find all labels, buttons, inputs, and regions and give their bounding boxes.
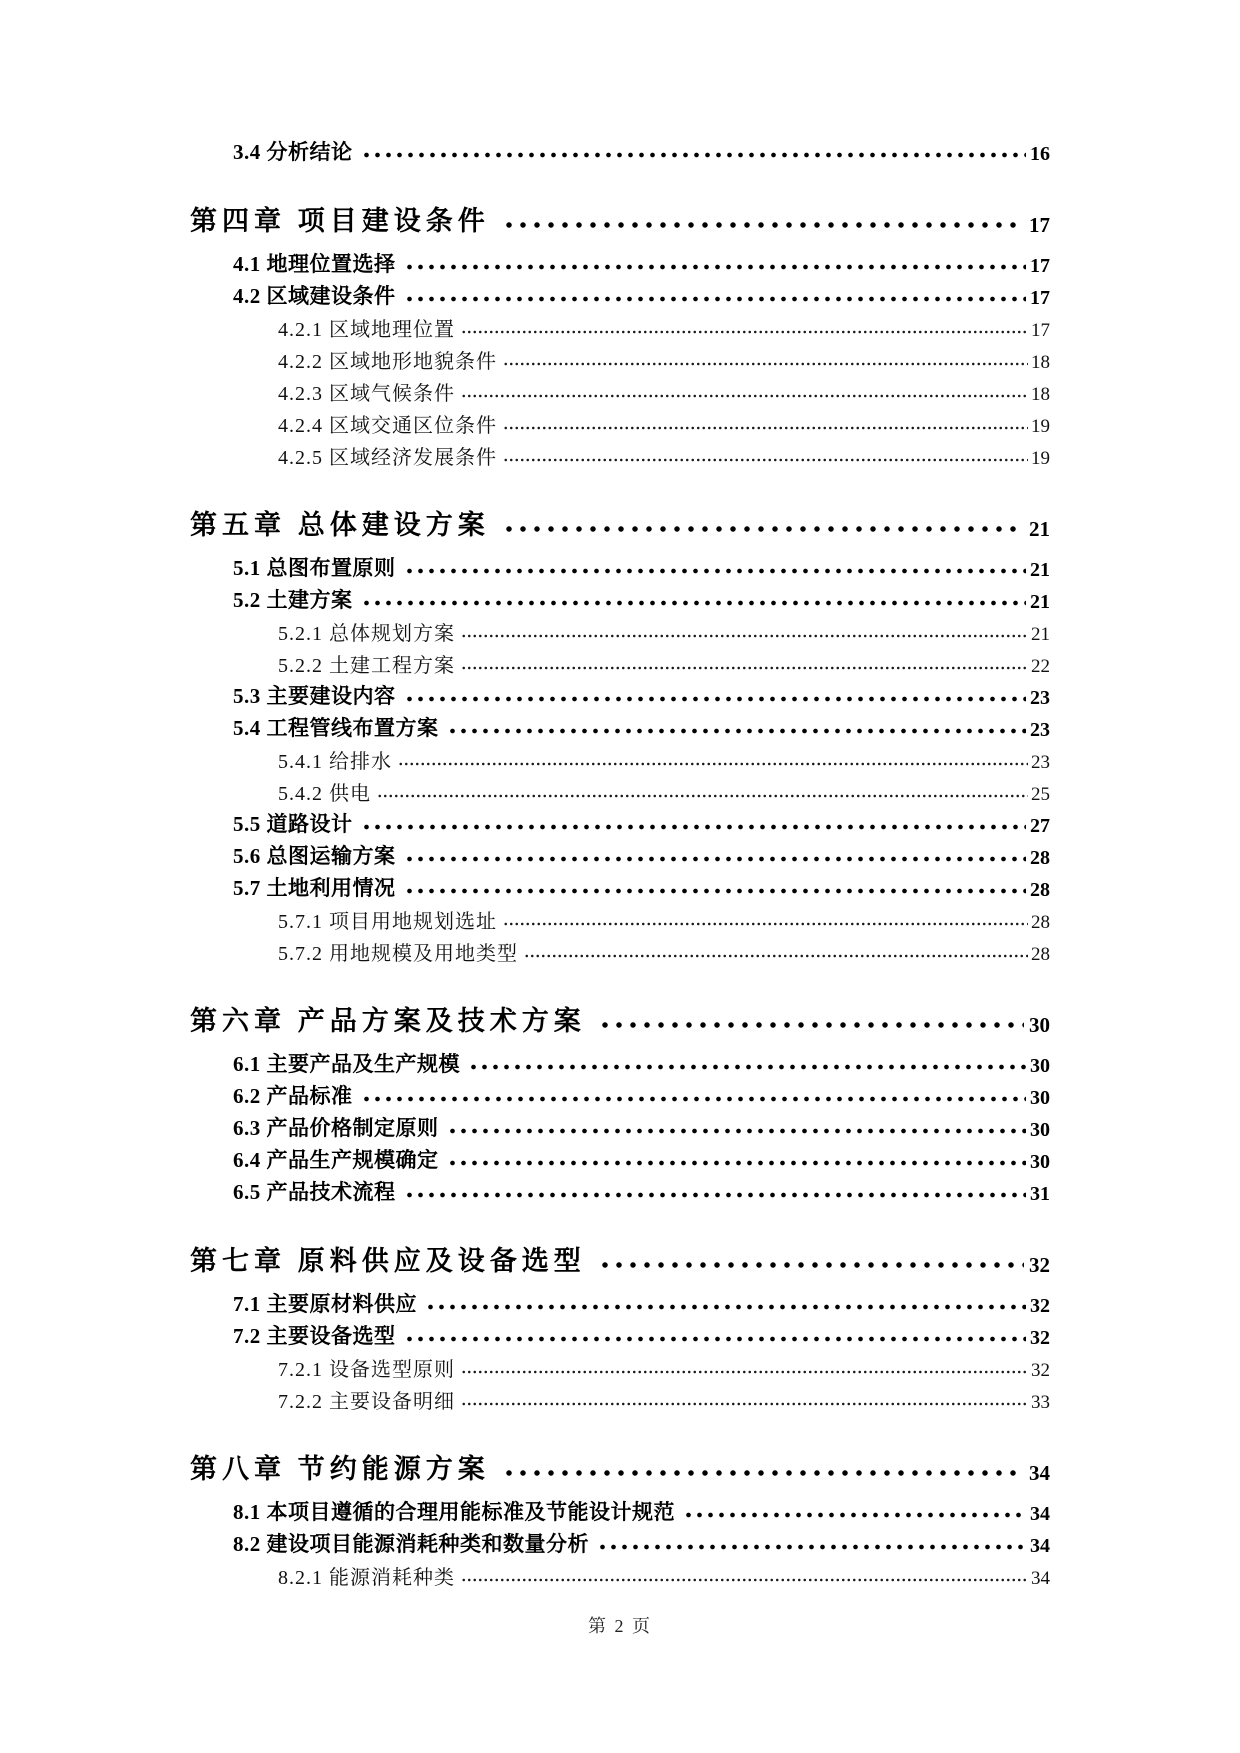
toc-entry-label: 5.7.2 用地规模及用地类型 (278, 943, 518, 965)
toc-entry-label: 7.2.2 主要设备明细 (278, 1391, 455, 1413)
toc-entry (190, 870, 1050, 902)
toc-entry (190, 934, 1050, 966)
leader-dots (447, 1159, 1027, 1167)
toc-entry-label: 5.3 主要建设内容 (233, 684, 396, 708)
toc-entry (190, 902, 1050, 934)
toc-entry-page: 30 (1030, 1055, 1050, 1077)
leader-dots (502, 1469, 1024, 1477)
toc-entry-page: 21 (1030, 591, 1050, 613)
toc-entry (190, 710, 1050, 742)
toc-entry-label: 7.1 主要原材料供应 (233, 1292, 417, 1316)
toc-entry (190, 582, 1050, 614)
toc-entry-label: 4.2.4 区域交通区位条件 (278, 415, 497, 437)
toc-entry (190, 838, 1050, 870)
toc-entry-label: 3.4 分析结论 (233, 140, 353, 164)
toc-entry-label: 5.5 道路设计 (233, 812, 353, 836)
leader-dots (404, 263, 1027, 271)
toc-entry-label: 4.2 区域建设条件 (233, 284, 396, 308)
toc-entry-page: 21 (1029, 517, 1050, 541)
leader-dots (447, 1127, 1027, 1135)
toc-entry-label: 4.1 地理位置选择 (233, 252, 396, 276)
toc-entry-page: 17 (1030, 287, 1050, 309)
toc-entry-label: 6.4 产品生产规模确定 (233, 1148, 439, 1172)
toc-entry (190, 246, 1050, 278)
toc-entry-label: 5.2.1 总体规划方案 (278, 623, 455, 645)
toc-entry-label: 6.5 产品技术流程 (233, 1180, 396, 1204)
toc-entry (190, 994, 1050, 1038)
toc-entry-page: 30 (1030, 1151, 1050, 1173)
toc-entry-page: 34 (1029, 1461, 1050, 1485)
toc-entry (190, 742, 1050, 774)
leader-dots (461, 664, 1028, 672)
toc-entry-page: 30 (1029, 1013, 1050, 1037)
toc-entry (190, 374, 1050, 406)
toc-entry (190, 342, 1050, 374)
toc-entry-page: 23 (1030, 687, 1050, 709)
toc-entry-label: 8.2 建设项目能源消耗种类和数量分析 (233, 1532, 589, 1556)
toc-entry (190, 1078, 1050, 1110)
toc-entry-page: 32 (1031, 1360, 1050, 1381)
toc-entry-page: 23 (1030, 719, 1050, 741)
toc-entry-page: 32 (1029, 1253, 1050, 1277)
leader-dots (502, 221, 1024, 229)
leader-dots (598, 1261, 1024, 1269)
toc-entry-page: 33 (1031, 1392, 1050, 1413)
leader-dots (461, 1368, 1028, 1376)
toc-entry (190, 1526, 1050, 1558)
toc-entry-page: 31 (1030, 1183, 1050, 1205)
leader-dots (398, 760, 1028, 768)
toc-entry-page: 32 (1030, 1295, 1050, 1317)
toc-entry-label: 5.2.2 土建工程方案 (278, 655, 455, 677)
toc-entry (190, 406, 1050, 438)
toc-entry-page: 32 (1030, 1327, 1050, 1349)
leader-dots (404, 695, 1027, 703)
toc-entry-page: 17 (1031, 320, 1050, 341)
toc-entry (190, 1494, 1050, 1526)
toc-entry-page: 22 (1031, 656, 1050, 677)
toc-entry-page: 17 (1030, 255, 1050, 277)
toc-entry-label: 第五章 总体建设方案 (190, 510, 490, 540)
toc-entry (190, 1286, 1050, 1318)
leader-dots (503, 424, 1028, 432)
toc-entry-page: 18 (1031, 384, 1050, 405)
leader-dots (361, 151, 1027, 159)
toc-entry-label: 4.2.5 区域经济发展条件 (278, 447, 497, 469)
toc-entry-label: 7.2 主要设备选型 (233, 1324, 396, 1348)
toc-entry-label: 6.1 主要产品及生产规模 (233, 1052, 460, 1076)
toc-entry-label: 5.7.1 项目用地规划选址 (278, 911, 497, 933)
toc-entry-label: 7.2.1 设备选型原则 (278, 1359, 455, 1381)
leader-dots (447, 727, 1027, 735)
toc-entry-label: 5.2 土建方案 (233, 588, 353, 612)
leader-dots (461, 328, 1028, 336)
toc-entry (190, 1046, 1050, 1078)
toc-entry (190, 1174, 1050, 1206)
toc-entry (190, 134, 1050, 166)
toc-entry (190, 678, 1050, 710)
toc-entry-label: 5.7 土地利用情况 (233, 876, 396, 900)
toc-entry (190, 498, 1050, 542)
leader-dots (361, 1095, 1027, 1103)
leader-dots (468, 1063, 1026, 1071)
toc-entry-page: 19 (1031, 416, 1050, 437)
page-footer: 第 2 页 (588, 1616, 652, 1636)
toc-entry-label: 6.2 产品标准 (233, 1084, 353, 1108)
leader-dots (404, 295, 1027, 303)
leader-dots (503, 920, 1028, 928)
toc-entry-label: 第八章 节约能源方案 (190, 1454, 490, 1484)
toc-entry-page: 25 (1031, 784, 1050, 805)
leader-dots (404, 1191, 1027, 1199)
toc-entry-page: 16 (1030, 143, 1050, 165)
leader-dots (361, 823, 1027, 831)
toc-entry (190, 1234, 1050, 1278)
toc-entry (190, 1442, 1050, 1486)
toc-entry (190, 550, 1050, 582)
leader-dots (461, 1576, 1028, 1584)
toc-entry-page: 34 (1030, 1535, 1050, 1557)
toc-entry-page: 28 (1030, 879, 1050, 901)
toc-entry-page: 28 (1031, 912, 1050, 933)
toc-entry (190, 774, 1050, 806)
toc-entry (190, 1382, 1050, 1414)
toc-entry-label: 8.2.1 能源消耗种类 (278, 1567, 455, 1589)
leader-dots (404, 567, 1027, 575)
leader-dots (461, 1400, 1028, 1408)
leader-dots (361, 599, 1027, 607)
toc-entry (190, 1142, 1050, 1174)
toc-entry-page: 30 (1030, 1119, 1050, 1141)
leader-dots (377, 792, 1028, 800)
toc-entry-page: 17 (1029, 213, 1050, 237)
toc-entry-label: 第七章 原料供应及设备选型 (190, 1246, 586, 1276)
toc-entry-label: 5.4 工程管线布置方案 (233, 716, 439, 740)
toc-entry (190, 194, 1050, 238)
leader-dots (404, 1335, 1027, 1343)
toc-entry-page: 21 (1031, 624, 1050, 645)
toc-entry-label: 第六章 产品方案及技术方案 (190, 1006, 586, 1036)
leader-dots (502, 525, 1024, 533)
leader-dots (524, 952, 1028, 960)
toc-entry-label: 4.2.2 区域地形地貌条件 (278, 351, 497, 373)
toc-entry-page: 28 (1031, 944, 1050, 965)
toc-entry (190, 614, 1050, 646)
toc-entry-page: 23 (1031, 752, 1050, 773)
toc-entry-label: 5.1 总图布置原则 (233, 556, 396, 580)
toc-entry-label: 8.1 本项目遵循的合理用能标准及节能设计规范 (233, 1500, 675, 1524)
toc-entry-page: 21 (1030, 559, 1050, 581)
table-of-contents (190, 134, 1050, 1590)
toc-entry (190, 310, 1050, 342)
toc-entry-label: 6.3 产品价格制定原则 (233, 1116, 439, 1140)
toc-entry-page: 34 (1031, 1568, 1050, 1589)
leader-dots (461, 632, 1028, 640)
toc-entry-label: 4.2.1 区域地理位置 (278, 319, 455, 341)
toc-entry (190, 1350, 1050, 1382)
toc-entry (190, 806, 1050, 838)
leader-dots (425, 1303, 1026, 1311)
toc-entry (190, 1110, 1050, 1142)
toc-entry (190, 278, 1050, 310)
leader-dots (461, 392, 1028, 400)
toc-entry-label: 5.6 总图运输方案 (233, 844, 396, 868)
toc-entry (190, 1318, 1050, 1350)
toc-entry-label: 5.4.1 给排水 (278, 751, 392, 773)
toc-entry (190, 646, 1050, 678)
leader-dots (404, 887, 1027, 895)
toc-entry-page: 18 (1031, 352, 1050, 373)
toc-entry (190, 438, 1050, 470)
toc-entry-page: 27 (1030, 815, 1050, 837)
leader-dots (503, 456, 1028, 464)
leader-dots (598, 1021, 1024, 1029)
leader-dots (503, 360, 1028, 368)
leader-dots (597, 1543, 1026, 1551)
toc-entry-page: 28 (1030, 847, 1050, 869)
toc-entry-label: 第四章 项目建设条件 (190, 206, 490, 236)
toc-entry-page: 19 (1031, 448, 1050, 469)
toc-entry-label: 4.2.3 区域气候条件 (278, 383, 455, 405)
toc-entry-label: 5.4.2 供电 (278, 783, 371, 805)
leader-dots (404, 855, 1027, 863)
leader-dots (683, 1511, 1026, 1519)
toc-entry-page: 34 (1030, 1503, 1050, 1525)
toc-entry-page: 30 (1030, 1087, 1050, 1109)
toc-entry (190, 1558, 1050, 1590)
